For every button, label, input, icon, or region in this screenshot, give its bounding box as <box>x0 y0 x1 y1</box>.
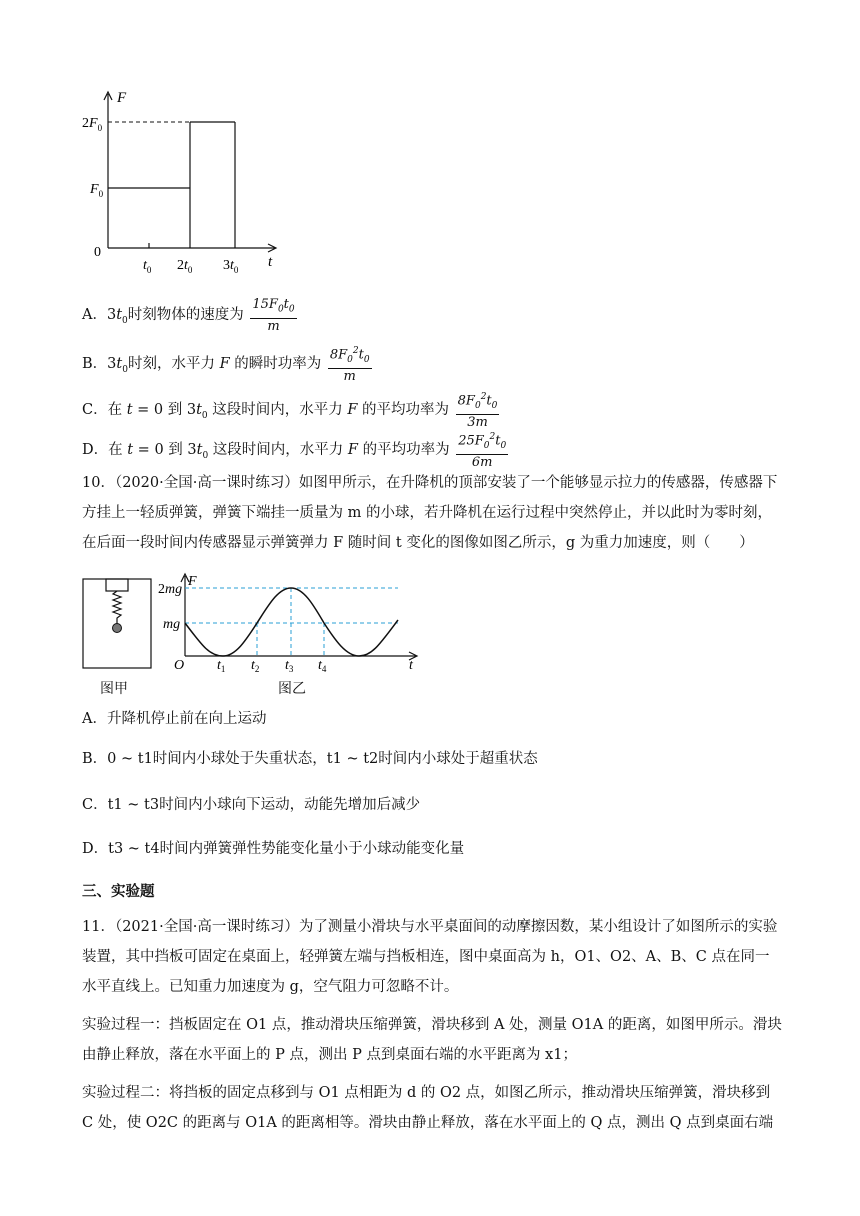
svg-text:F: F <box>188 574 197 589</box>
option-d: D．在 t = 0 到 $3t_0$ 这段时间内，水平力 F 的平均功率为 $\frac{25F_0^2t_0}{6m}$ <box>82 432 507 470</box>
fig-jia-label: 图甲 <box>100 681 128 697</box>
q10-option-a: A．升降机停止前在向上运动 <box>82 711 267 727</box>
q10-option-c: C．t1 ~ t3时间内小球向下运动，动能先增加后减少 <box>82 797 421 813</box>
spring-force-graph <box>158 572 430 672</box>
svg-text:mg: mg <box>163 617 181 632</box>
tick-2f0: $2F_0$ <box>82 116 103 133</box>
experiment-2: 实验过程二：将挡板的固定点移到与 O1 点相距为 d 的 O2 点，如图乙所示，推动滑块压缩弹簧，滑块移到 C 处，使 O2C 的距离与 O1A 的距离相等。滑块由静止释放，落在水平面上的 Q 点，测出 Q 点到桌面右端 <box>82 1085 774 1131</box>
fig-yi-label: 图乙 <box>278 681 306 697</box>
svg-text:t2: $t_2$ <box>251 658 260 672</box>
svg-text:t: t <box>409 658 413 672</box>
option-a: A．$3t_0$时刻物体的速度为 $\frac{15F_0t_0}{m}$ <box>82 297 295 334</box>
svg-text:t1: $t_1$ <box>217 658 226 672</box>
sensor <box>106 579 128 591</box>
force-time-graph <box>80 88 290 278</box>
question-10: 10．（2020·全国·高一课时练习）如图甲所示，在升降机的顶部安装了一个能够显示拉力的传感器，传感器下方挂上一轻质弹簧，弹簧下端挂一质量为 m 的小球，若升降机在运行过程中突然停止，并以此时为零时刻，在后面一段时间内传感器显示弹簧弹力 F 随时间 t 变化的图像如图乙所示，g 为重力加速度，则（ ） <box>82 475 778 551</box>
elevator-figure <box>82 578 162 670</box>
svg-text:t3: $t_3$ <box>285 658 294 672</box>
spring <box>113 591 121 624</box>
q10-option-d: D．t3 ~ t4时间内弹簧弹性势能变化量小于小球动能变化量 <box>82 841 465 857</box>
q10-option-b: B．0 ~ t1时间内小球处于失重状态，t1 ~ t2时间内小球处于超重状态 <box>82 751 538 767</box>
y-axis-label: F <box>117 90 127 106</box>
tick-2t0: $2t_0$ <box>177 258 193 275</box>
option-c: C．在 t = 0 到 $3t_0$ 这段时间内，水平力 F 的平均功率为 $\frac{8F_0^2t_0}{3m}$ <box>82 392 498 430</box>
section-heading: 三、实验题 <box>82 884 155 900</box>
experiment-1: 实验过程一：挡板固定在 O1 点，推动滑块压缩弹簧，滑块移到 A 处，测量 O1A 的距离，如图甲所示。滑块由静止释放，落在水平面上的 P 点，测出 P 点到桌面右端的水平距离为 x1； <box>82 1017 782 1063</box>
svg-text:O: O <box>174 658 185 672</box>
tick-f0: $F_0$ <box>90 182 104 199</box>
question-11: 11．（2021·全国·高一课时练习）为了测量小滑块与水平桌面间的动摩擦因数，某小组设计了如图所示的实验装置，其中挡板可固定在桌面上，轻弹簧左端与挡板相连，图中桌面高为 h，O1、O2、A、B、C 点在同一水平直线上。已知重力加速度为 g，空气阻力可忽略不计。 <box>82 919 778 995</box>
tick-3t0: $3t_0$ <box>223 258 239 275</box>
option-b: B．$3t_0$时刻，水平力 F 的瞬时功率为 $\frac{8F_0^2t_0}{m}$ <box>82 346 370 384</box>
tick-origin: 0 <box>94 245 101 260</box>
x-axis-label: t <box>268 254 273 270</box>
svg-text:2mg: 2mg <box>158 582 183 597</box>
svg-text:t4: $t_4$ <box>318 658 327 672</box>
ball <box>113 624 122 633</box>
tick-t0: $t_0$ <box>143 258 152 275</box>
